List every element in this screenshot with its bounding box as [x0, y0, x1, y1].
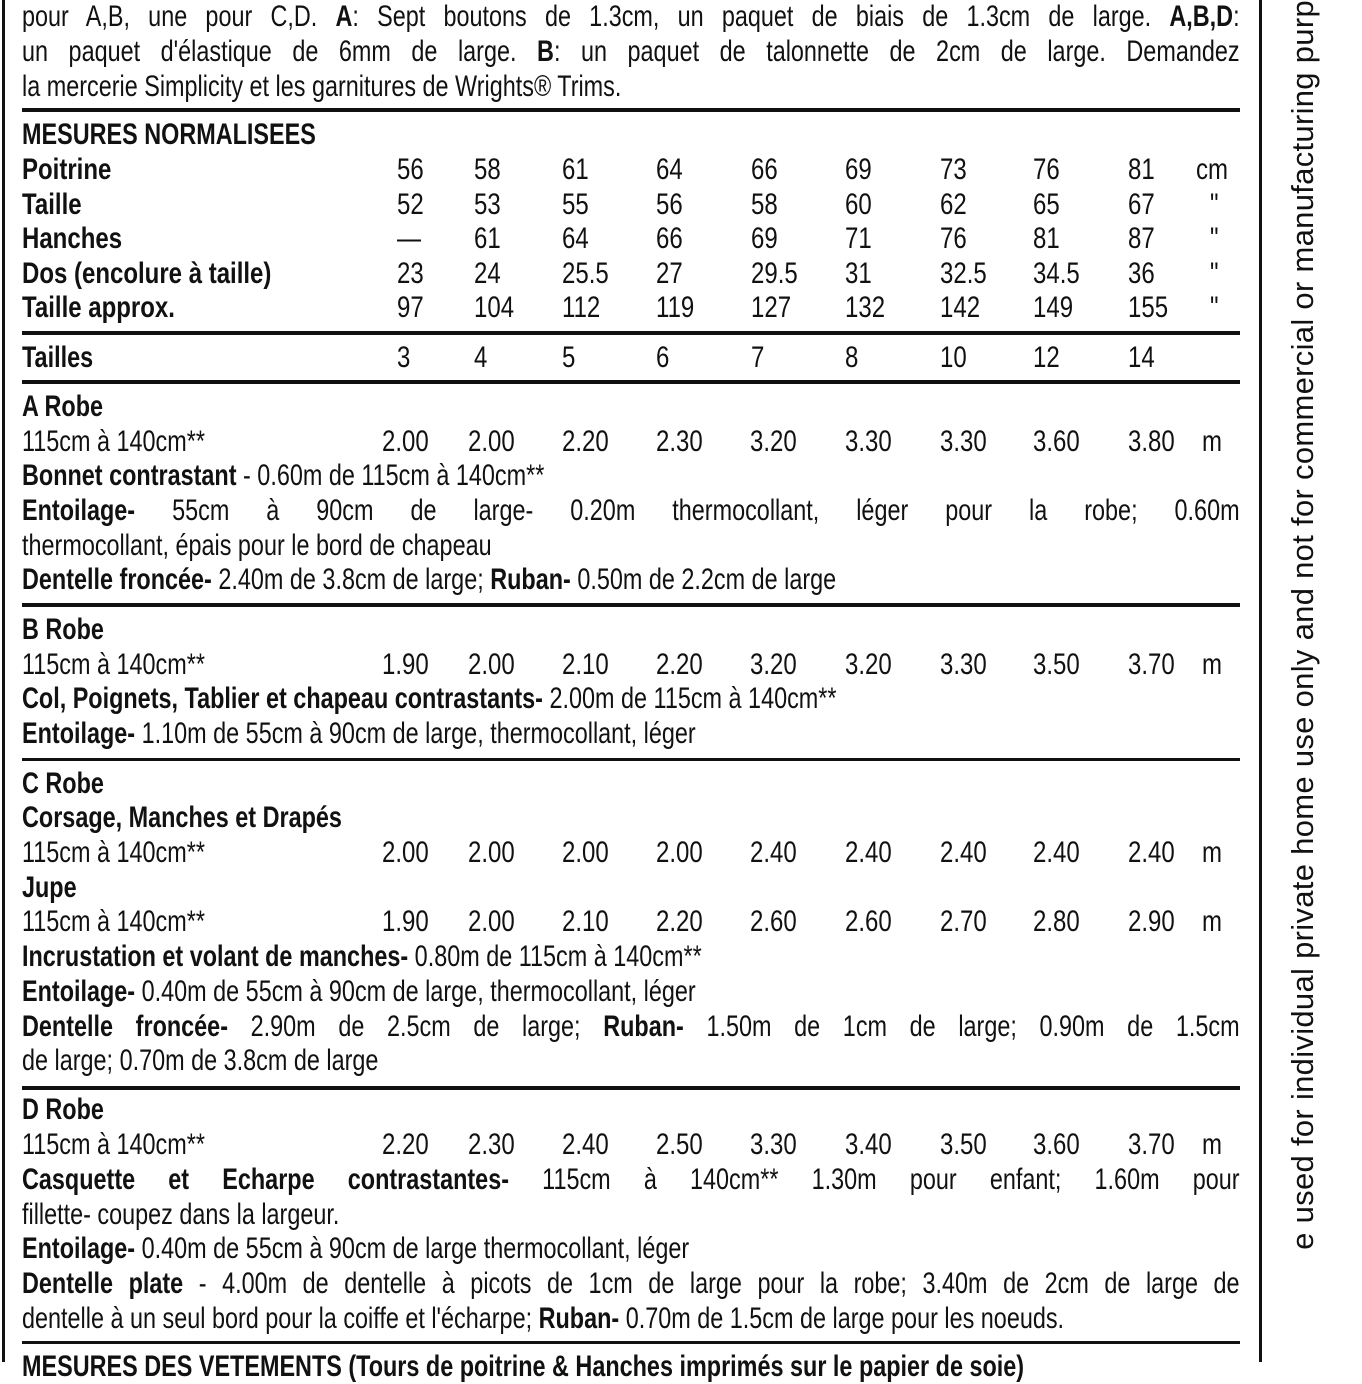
left-border: [2, 0, 5, 1362]
notions-line-2: un paquet d'élastique de 6mm de large. B: un paquet de talonnette de 2cm de large. Demandez: [22, 35, 1240, 68]
sizes-label: Tailles: [22, 341, 94, 374]
yardage-cell: 2.40: [562, 1128, 609, 1161]
yardage-unit: m: [1202, 425, 1222, 458]
garment-measures-title-cut: MESURES DES VETEMENTS (Tours de poitrine & Hanches imprimés sur le papier de soie): [22, 1350, 1025, 1383]
yardage-cell: 2.10: [562, 648, 609, 681]
divider: [22, 380, 1240, 384]
view-c-corsage-label: 115cm à 140cm**: [22, 836, 205, 869]
measure-cell: 34.5: [1033, 256, 1080, 290]
measure-cell: 58: [474, 153, 501, 186]
measure-cell: 69: [751, 222, 778, 255]
measure-row-label: Hanches: [22, 222, 123, 255]
view-c-ruban-cont: de large; 0.70m de 3.8cm de large: [22, 1044, 379, 1077]
measure-cell: 56: [397, 153, 424, 186]
size-cell: 3: [397, 341, 411, 374]
yardage-cell: 2.20: [382, 1128, 429, 1161]
view-b-col: Col, Poignets, Tablier et chapeau contrastants- 2.00m de 115cm à 140cm**: [22, 682, 837, 715]
view-c-title: C Robe: [22, 767, 104, 800]
measure-cell: 127: [751, 291, 792, 324]
measure-cell: 81: [1033, 222, 1060, 255]
size-cell: 14: [1128, 341, 1155, 374]
right-border: [1259, 0, 1262, 1362]
measure-cell: 53: [474, 187, 501, 221]
view-a-bonnet: Bonnet contrastant - 0.60m de 115cm à 140cm**: [22, 459, 545, 492]
measure-cell: 66: [656, 222, 683, 255]
copyright-side-notice: e used for individual private home use only and not for commercial or manufacturing purp: [1285, 0, 1320, 1250]
measure-cell: 155: [1128, 291, 1169, 324]
view-d-casquette-cont: fillette- coupez dans la largeur.: [22, 1198, 340, 1231]
yardage-cell: 2.40: [845, 836, 892, 869]
yardage-cell: 3.70: [1128, 1128, 1175, 1161]
yardage-cell: 2.00: [468, 905, 515, 938]
view-c-jupe-title: Jupe: [22, 871, 77, 904]
yardage-cell: 2.00: [468, 836, 515, 869]
yardage-cell: 2.90: [1128, 905, 1175, 938]
yardage-cell: 2.40: [1033, 836, 1080, 869]
measure-cell: 132: [845, 291, 886, 324]
yardage-cell: 2.60: [845, 905, 892, 938]
measure-cell: 64: [656, 153, 683, 186]
view-c-entoilage: Entoilage- 0.40m de 55cm à 90cm de large, thermocollant, léger: [22, 975, 696, 1008]
measure-cell: 87: [1128, 222, 1155, 255]
measure-cell: 142: [940, 291, 981, 324]
measure-cell: 25.5: [562, 256, 609, 290]
yardage-cell: 3.30: [940, 425, 987, 458]
yardage-cell: 2.00: [468, 425, 515, 458]
yardage-cell: 2.00: [382, 425, 429, 458]
yardage-cell: 1.90: [382, 905, 429, 938]
yardage-cell: 3.20: [750, 425, 797, 458]
yardage-cell: 3.50: [940, 1128, 987, 1161]
view-a-title: A Robe: [22, 390, 104, 423]
view-a-entoilage: Entoilage- 55cm à 90cm de large- 0.20m thermocollant, léger pour la robe; 0.60m: [22, 494, 1240, 527]
yardage-unit: m: [1202, 836, 1222, 869]
view-d-entoilage: Entoilage- 0.40m de 55cm à 90cm de large thermocollant, léger: [22, 1232, 690, 1265]
measure-cell: 149: [1033, 291, 1074, 324]
yardage-cell: 2.70: [940, 905, 987, 938]
measure-row-label: Taille: [22, 187, 82, 221]
measure-unit: ": [1210, 222, 1219, 255]
measure-cell: 119: [656, 291, 695, 324]
yardage-cell: 2.20: [562, 425, 609, 458]
measure-cell: 76: [940, 222, 967, 255]
view-a-dentelle: Dentelle froncée- 2.40m de 3.8cm de large; Ruban- 0.50m de 2.2cm de large: [22, 563, 837, 596]
yardage-cell: 2.40: [750, 836, 797, 869]
yardage-cell: 2.00: [562, 836, 609, 869]
size-cell: 10: [940, 341, 967, 374]
yardage-cell: 2.80: [1033, 905, 1080, 938]
yardage-cell: 2.10: [562, 905, 609, 938]
size-cell: 4: [474, 341, 488, 374]
view-c-jupe-label: 115cm à 140cm**: [22, 905, 205, 938]
yardage-cell: 2.50: [656, 1128, 703, 1161]
measure-row-label: Poitrine: [22, 153, 112, 186]
measure-cell: 67: [1128, 187, 1155, 221]
yardage-cell: 1.90: [382, 648, 429, 681]
measure-cell: 71: [845, 222, 872, 255]
view-a-entoilage-cont: thermocollant, épais pour le bord de chapeau: [22, 529, 492, 562]
measures-title: MESURES NORMALISEES: [22, 118, 316, 151]
measure-cell: 97: [397, 291, 424, 324]
yardage-cell: 2.30: [468, 1128, 515, 1161]
notions-line-3: la mercerie Simplicity et les garnitures de Wrights® Trims.: [22, 70, 622, 103]
size-cell: 12: [1033, 341, 1060, 374]
measure-cell: —: [397, 222, 421, 255]
notions-line-1: pour A,B, une pour C,D. A: Sept boutons de 1.3cm, un paquet de biais de 1.3cm de large. A,B,D:: [22, 0, 1240, 33]
view-b-fabric-label: 115cm à 140cm**: [22, 648, 205, 681]
measure-cell: 69: [845, 153, 872, 186]
yardage-cell: 3.20: [845, 648, 892, 681]
measure-unit: ": [1210, 187, 1219, 221]
measure-cell: 23: [397, 256, 424, 290]
measure-cell: 52: [397, 187, 424, 221]
yardage-cell: 3.30: [750, 1128, 797, 1161]
yardage-cell: 2.00: [656, 836, 703, 869]
size-cell: 8: [845, 341, 859, 374]
divider: [22, 108, 1240, 112]
measure-cell: 61: [474, 222, 501, 255]
measure-cell: 32.5: [940, 256, 987, 290]
measure-cell: 66: [751, 153, 778, 186]
view-c-dentelle: Dentelle froncée- 2.90m de 2.5cm de large; Ruban- 1.50m de 1cm de large; 0.90m de 1.5cm: [22, 1010, 1240, 1043]
divider: [22, 1086, 1240, 1090]
divider: [22, 1341, 1240, 1344]
view-d-casquette: Casquette et Echarpe contrastantes- 115cm à 140cm** 1.30m pour enfant; 1.60m pour: [22, 1163, 1240, 1196]
measure-cell: 24: [474, 256, 501, 290]
yardage-cell: 2.60: [750, 905, 797, 938]
yardage-unit: m: [1202, 905, 1222, 938]
divider: [22, 758, 1240, 761]
measure-cell: 31: [845, 256, 872, 290]
measure-cell: 65: [1033, 187, 1060, 221]
yardage-cell: 3.60: [1033, 1128, 1080, 1161]
measure-unit: cm: [1196, 153, 1228, 186]
yardage-cell: 2.20: [656, 648, 703, 681]
divider: [22, 331, 1240, 335]
yardage-cell: 2.00: [468, 648, 515, 681]
measure-cell: 112: [562, 291, 601, 324]
view-d-dentelle-cont: dentelle à un seul bord pour la coiffe et l'écharpe; Ruban- 0.70m de 1.5cm de large pour les noeuds.: [22, 1302, 1065, 1335]
measure-cell: 73: [940, 153, 967, 186]
yardage-cell: 2.40: [1128, 836, 1175, 869]
view-b-title: B Robe: [22, 613, 104, 646]
yardage-cell: 3.40: [845, 1128, 892, 1161]
view-d-fabric-label: 115cm à 140cm**: [22, 1128, 205, 1161]
yardage-cell: 2.30: [656, 425, 703, 458]
size-cell: 7: [751, 341, 765, 374]
measure-row-label: Taille approx.: [22, 291, 175, 324]
yardage-cell: 3.30: [845, 425, 892, 458]
measure-cell: 36: [1128, 256, 1155, 290]
yardage-unit: m: [1202, 1128, 1222, 1161]
yardage-cell: 3.30: [940, 648, 987, 681]
measure-cell: 64: [562, 222, 589, 255]
measure-unit: ": [1210, 256, 1219, 290]
size-cell: 5: [562, 341, 576, 374]
measure-cell: 56: [656, 187, 683, 221]
view-a-fabric-label: 115cm à 140cm**: [22, 425, 205, 458]
view-d-dentelle: Dentelle plate - 4.00m de dentelle à picots de 1cm de large pour la robe; 3.40m de 2cm de large de: [22, 1267, 1240, 1300]
measure-cell: 81: [1128, 153, 1155, 186]
yardage-unit: m: [1202, 648, 1222, 681]
yardage-cell: 2.00: [382, 836, 429, 869]
yardage-cell: 2.40: [940, 836, 987, 869]
measure-cell: 104: [474, 291, 515, 324]
yardage-cell: 3.50: [1033, 648, 1080, 681]
measure-row-label: Dos (encolure à taille): [22, 256, 272, 290]
yardage-cell: 2.20: [656, 905, 703, 938]
yardage-cell: 3.60: [1033, 425, 1080, 458]
divider: [22, 603, 1240, 607]
measure-cell: 29.5: [751, 256, 798, 290]
yardage-cell: 3.20: [750, 648, 797, 681]
measure-cell: 58: [751, 187, 778, 221]
yardage-cell: 3.80: [1128, 425, 1175, 458]
measure-cell: 76: [1033, 153, 1060, 186]
measure-cell: 55: [562, 187, 589, 221]
measure-unit: ": [1210, 291, 1219, 324]
measure-cell: 61: [562, 153, 589, 186]
size-cell: 6: [656, 341, 670, 374]
view-c-incrustation: Incrustation et volant de manches- 0.80m de 115cm à 140cm**: [22, 940, 702, 973]
view-c-corsage-title: Corsage, Manches et Drapés: [22, 801, 342, 834]
yardage-cell: 3.70: [1128, 648, 1175, 681]
measure-cell: 27: [656, 256, 683, 290]
measure-cell: 60: [845, 187, 872, 221]
measure-cell: 62: [940, 187, 967, 221]
view-b-entoilage: Entoilage- 1.10m de 55cm à 90cm de large, thermocollant, léger: [22, 717, 696, 750]
view-d-title: D Robe: [22, 1093, 104, 1126]
